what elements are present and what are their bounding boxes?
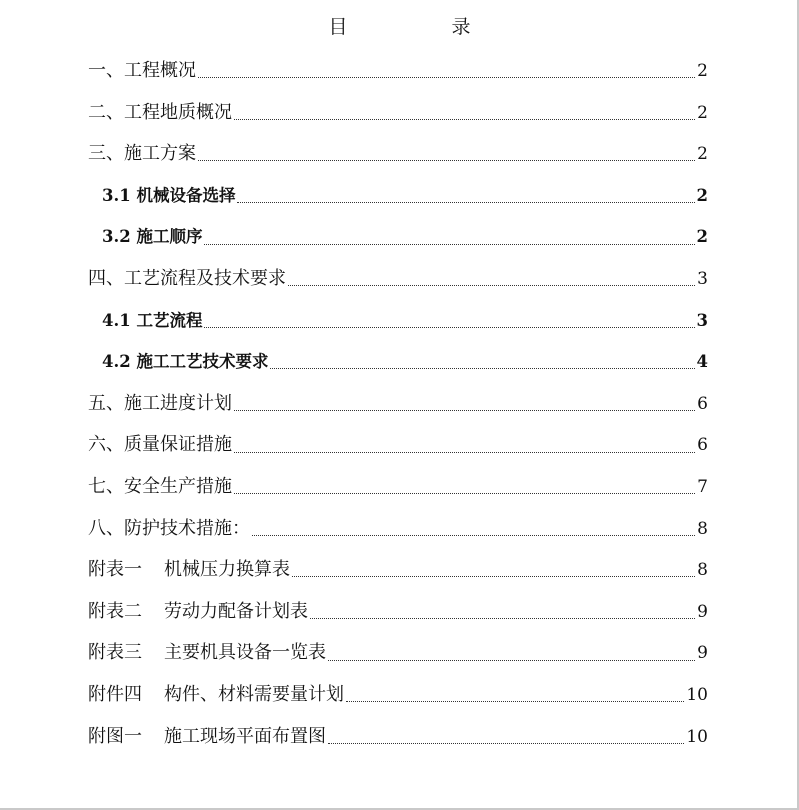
toc-leader-dots [252,535,695,536]
table-of-contents [88,50,708,757]
toc-entry[interactable] [88,424,708,466]
toc-entry-label: 3.2 施工顺序 [102,227,203,247]
toc-appendix-prefix: 附图一 [88,725,142,747]
toc-entry[interactable] [88,133,708,175]
toc-entry-label: 四、工艺流程及技术要求 [88,267,286,289]
toc-leader-dots [288,285,695,286]
toc-entry-label: 五、施工进度计划 [88,392,232,414]
toc-entry-page: 2 [696,185,708,205]
toc-subentry[interactable] [88,300,708,342]
toc-leader-dots [328,660,695,661]
toc-subentry[interactable] [88,216,708,258]
toc-entry-page: 8 [697,560,708,581]
toc-appendix-title: 施工现场平面布置图 [164,725,326,747]
toc-entry-page: 4 [696,352,708,372]
toc-appendix-title: 劳动力配备计划表 [164,600,308,622]
toc-entry[interactable] [88,258,708,300]
toc-leader-dots [204,327,694,328]
toc-entry-label: 4.2 施工工艺技术要求 [102,352,269,372]
toc-appendix-prefix: 附表一 [88,559,142,581]
toc-leader-dots [234,493,695,494]
toc-entry[interactable] [88,383,708,425]
toc-leader-dots [270,368,694,369]
toc-entry-label: 3.1 机械设备选择 [102,185,236,205]
toc-appendix-entry[interactable] [88,632,708,674]
toc-leader-dots [198,77,695,78]
toc-entry-page: 7 [697,476,708,497]
toc-appendix-entry[interactable] [88,674,708,716]
toc-entry-page: 9 [697,643,708,664]
toc-appendix-title: 主要机具设备一览表 [164,642,326,664]
toc-entry-page: 10 [686,684,708,705]
title-char-2: 录 [451,16,471,38]
toc-leader-dots [234,410,695,411]
toc-appendix-prefix: 附表二 [88,600,142,622]
toc-entry-page: 9 [697,601,708,622]
toc-leader-dots [346,701,684,702]
toc-entry-label: 三、施工方案 [88,143,196,165]
toc-subentry[interactable] [88,341,708,383]
toc-entry-label [88,591,308,633]
toc-entry-page: 2 [697,102,708,123]
toc-entry-page: 3 [697,268,708,289]
toc-appendix-entry[interactable] [88,549,708,591]
toc-leader-dots [328,743,684,744]
toc-appendix-title: 构件、材料需要量计划 [164,683,344,705]
toc-entry-page: 2 [696,227,708,247]
toc-entry-label: 七、安全生产措施 [88,475,232,497]
toc-entry[interactable] [88,50,708,92]
toc-leader-dots [292,576,695,577]
toc-leader-dots [204,244,694,245]
toc-subentry[interactable] [88,175,708,217]
toc-entry-page: 6 [697,393,708,414]
toc-leader-dots [237,202,694,203]
toc-entry-label: 一、工程概况 [88,60,196,81]
toc-entry-label [88,674,344,716]
title-char-1: 目 [328,16,348,38]
toc-entry-label [88,549,290,591]
toc-entry-label: 4.1 工艺流程 [102,310,203,330]
toc-entry-page: 10 [686,726,708,747]
page-title [0,12,799,39]
toc-appendix-entry[interactable] [88,716,708,758]
toc-appendix-prefix: 附件四 [88,683,142,705]
toc-entry-label: 六、质量保证措施 [88,434,232,456]
toc-leader-dots [234,119,695,120]
toc-leader-dots [234,452,695,453]
toc-entry-label [88,632,326,674]
toc-entry-label [88,716,326,758]
toc-entry-page: 2 [697,61,708,81]
toc-entry[interactable] [88,466,708,508]
toc-entry-page: 6 [697,435,708,456]
toc-appendix-title: 机械压力换算表 [164,559,290,581]
toc-leader-dots [310,618,695,619]
toc-entry-label: 二、工程地质概况 [88,101,232,123]
toc-entry-page: 3 [696,310,708,330]
toc-appendix-entry[interactable] [88,591,708,633]
toc-entry[interactable] [88,508,708,550]
toc-entry-label: 八、防护技术措施： [88,517,250,539]
toc-appendix-prefix: 附表三 [88,642,142,664]
toc-entry[interactable] [88,92,708,134]
toc-leader-dots [198,160,695,161]
toc-entry-page: 8 [697,518,708,539]
toc-entry-page: 2 [697,144,708,165]
